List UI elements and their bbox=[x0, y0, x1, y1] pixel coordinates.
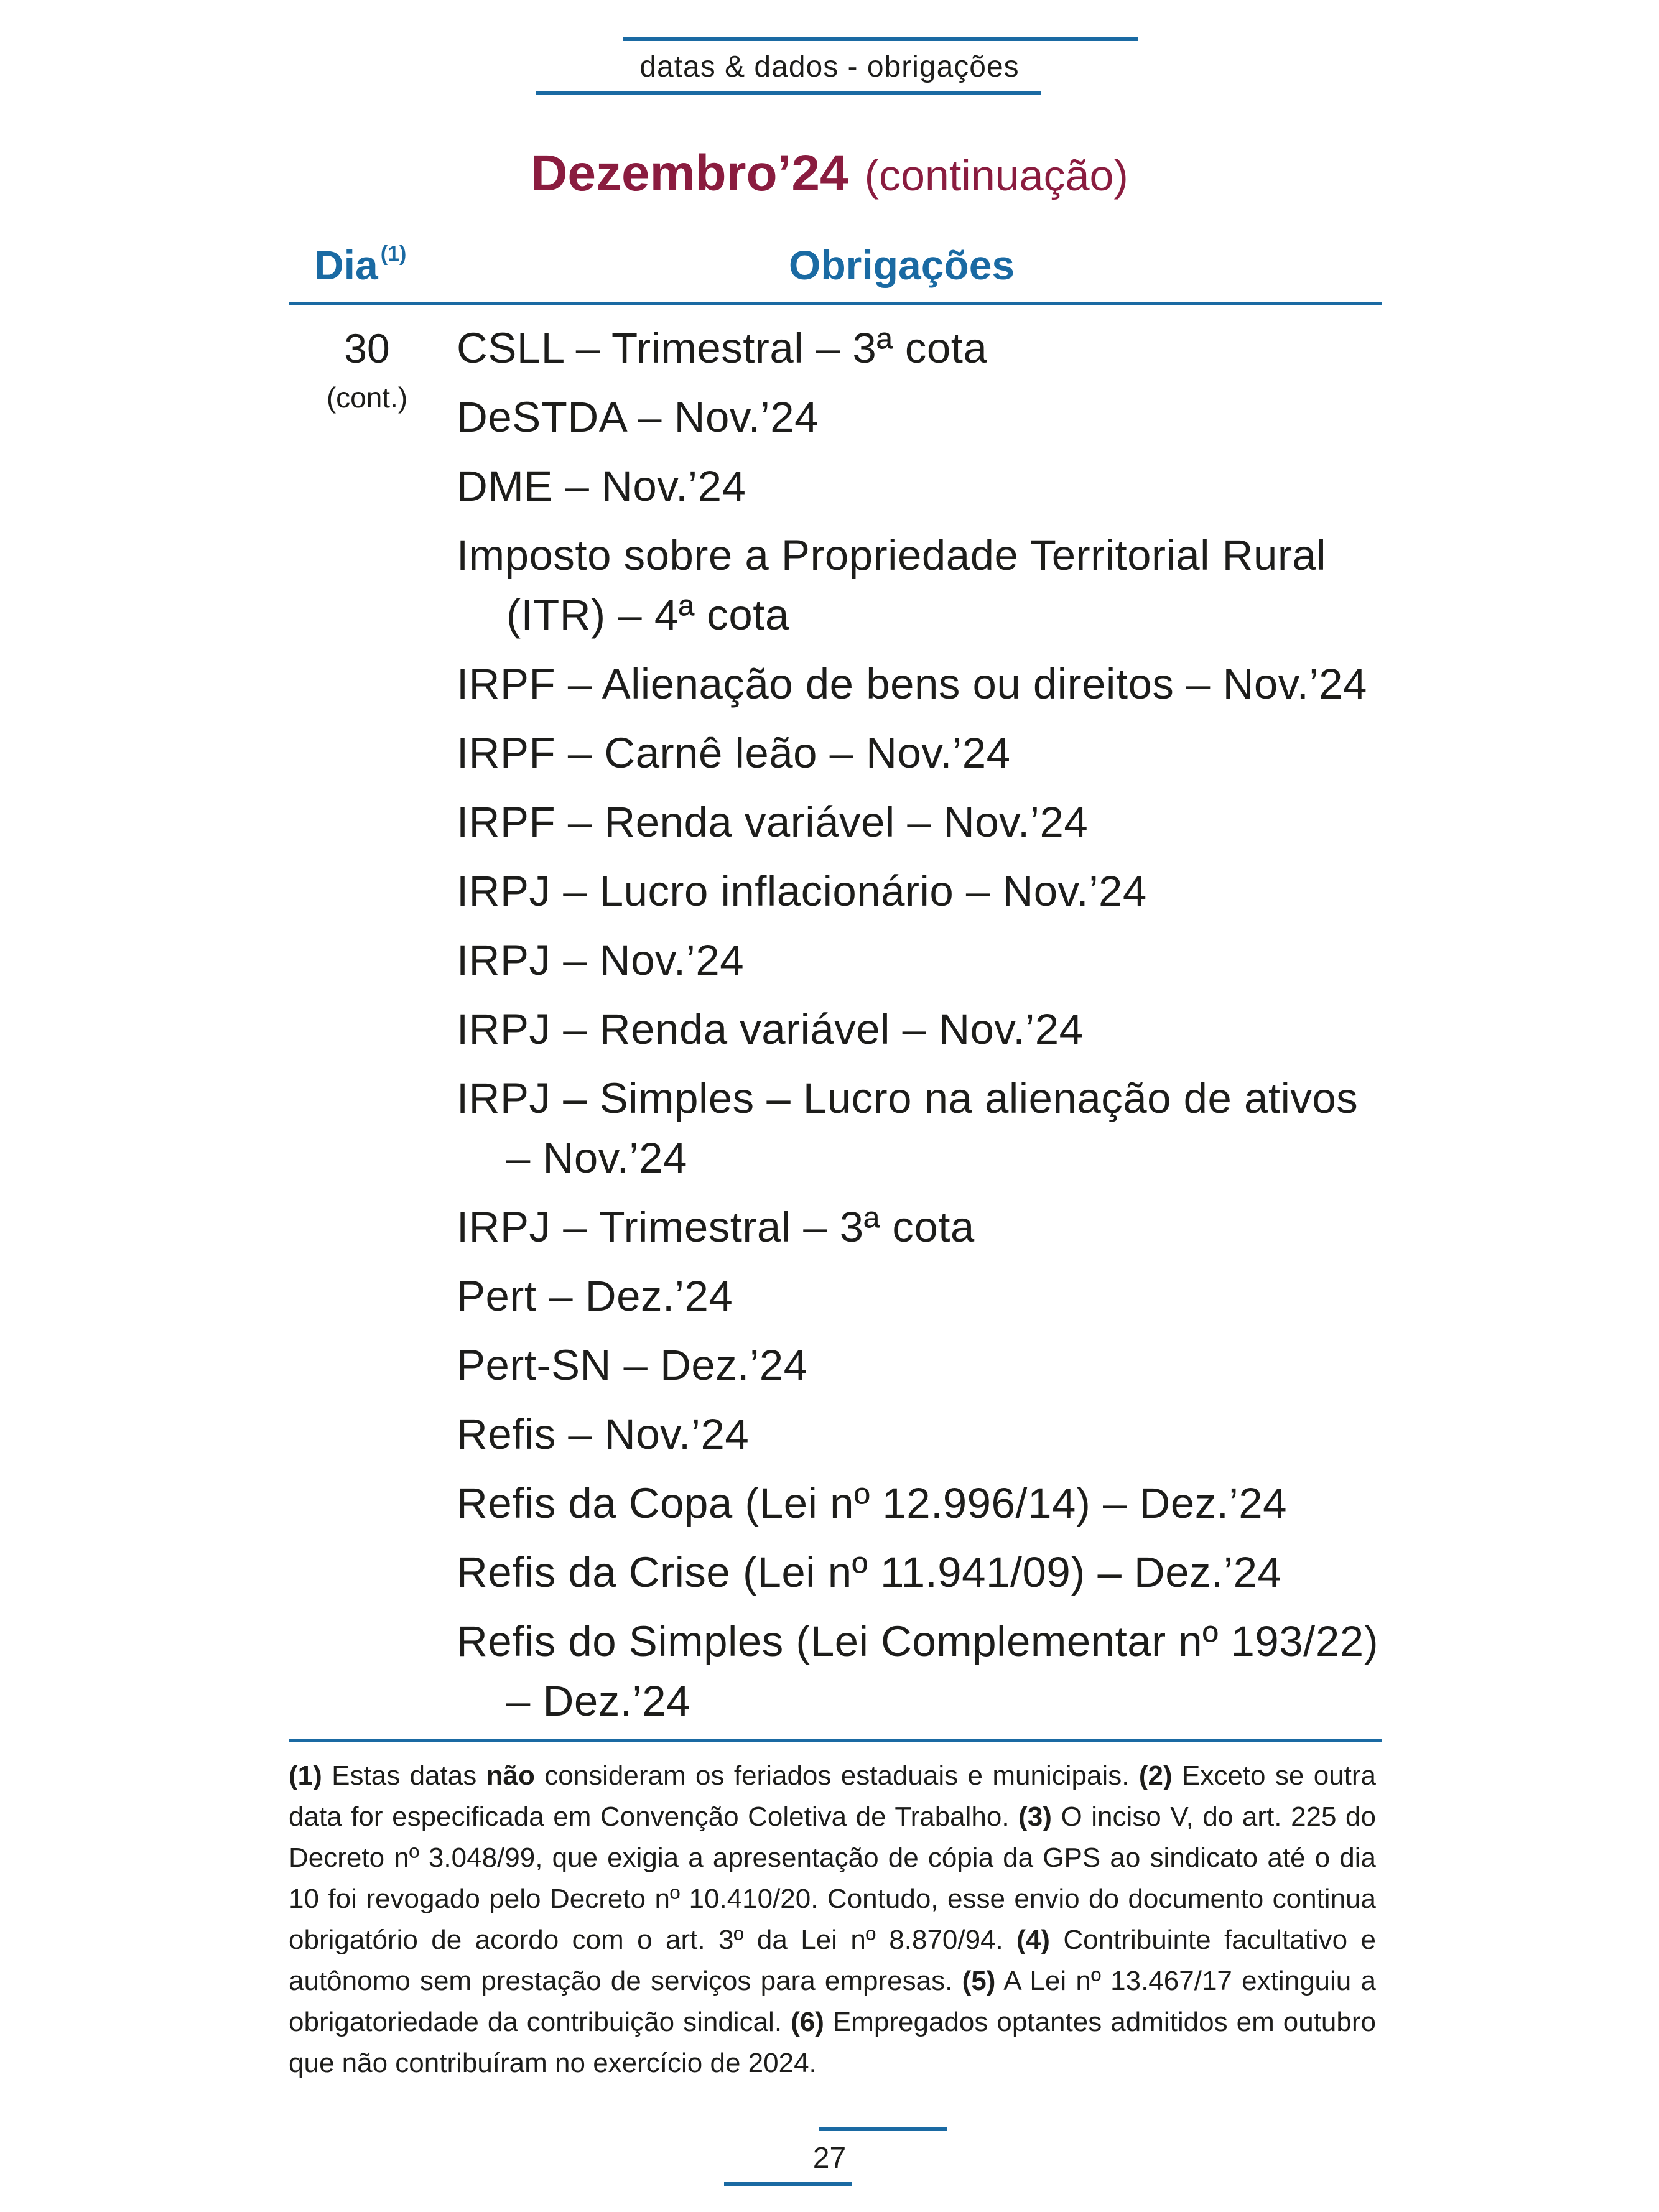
footnote-2-label: (2) bbox=[1138, 1760, 1173, 1791]
obligation-item: Refis – Nov.’24 bbox=[457, 1410, 750, 1458]
obligation-item: IRPF – Renda variável – Nov.’24 bbox=[457, 798, 1089, 846]
obligation-item: IRPJ – Trimestral – 3ª cota bbox=[457, 1203, 975, 1251]
page-number-rule-bottom bbox=[724, 2182, 852, 2186]
footnote-4-text: Contribuinte facultativo e autônomo sem prestação de serviços para empresas. bbox=[289, 1925, 1376, 1996]
footnotes-rule bbox=[289, 1739, 1382, 1742]
obligation-item: IRPJ – Simples – Lucro na alienação de ativos – Nov.’24 bbox=[457, 1074, 1359, 1182]
footnote-6-text: Empregados optantes admitidos em outubro que não contribuíram no exercício de 2024. bbox=[289, 2007, 1376, 2078]
header-rule-bottom bbox=[536, 91, 1041, 95]
footnote-3-text: O inciso V, do art. 225 do Decreto nº 3.048/99, que exigia a apresentação de cópia da GPS ao sindicato até o dia 10 foi revogado pelo Decreto nº 10.410/20. Contudo, esse envio do documento continua obrigatório de acordo com o art. 3º da Lei nº 8.870/94. bbox=[289, 1801, 1376, 1955]
footnote-1-text-b: consideram os feriados estaduais e municipais. bbox=[534, 1760, 1139, 1791]
obligation-item: Refis da Copa (Lei nº 12.996/14) – Dez.’24 bbox=[457, 1479, 1287, 1527]
obligation-item: Refis da Crise (Lei nº 11.941/09) – Dez.’24 bbox=[457, 1548, 1282, 1596]
page-number-rule-top bbox=[819, 2127, 947, 2131]
footnote-2-text: Exceto se outra data for especificada em Convenção Coletiva de Trabalho. bbox=[289, 1760, 1376, 1832]
column-header-day-note: (1) bbox=[380, 242, 407, 266]
obligation-item: CSLL – Trimestral – 3ª cota bbox=[457, 324, 988, 372]
obligation-item: IRPF – Alienação de bens ou direitos – Nov.’24 bbox=[457, 660, 1367, 708]
header-rule-top bbox=[623, 37, 1138, 41]
column-header-obligations: Obrigações bbox=[789, 242, 1015, 288]
footnote-1-emphasis: não bbox=[486, 1760, 535, 1791]
title-continuation: (continuação) bbox=[864, 151, 1128, 200]
day-continued-label: (cont.) bbox=[326, 381, 408, 414]
footnotes bbox=[289, 1755, 1376, 2084]
footnote-4-label: (4) bbox=[1016, 1925, 1050, 1955]
obligation-item: IRPJ – Nov.’24 bbox=[457, 936, 745, 984]
title-month: Dezembro’24 bbox=[531, 145, 848, 202]
footnote-5-text: A Lei nº 13.467/17 extinguiu a obrigatoriedade da contribuição sindical. bbox=[289, 1966, 1376, 2037]
obligation-item: IRPJ – Renda variável – Nov.’24 bbox=[457, 1005, 1084, 1053]
footnote-1-text-a: Estas datas bbox=[322, 1760, 486, 1791]
obligation-item: Pert-SN – Dez.’24 bbox=[457, 1341, 808, 1389]
footnote-6-label: (6) bbox=[791, 2007, 824, 2037]
running-head: datas & dados - obrigações bbox=[639, 50, 1020, 83]
column-header-day-label: Dia bbox=[314, 242, 378, 288]
page-number: 27 bbox=[812, 2142, 847, 2175]
column-header-day bbox=[314, 241, 406, 289]
obligation-item: IRPJ – Lucro inflacionário – Nov.’24 bbox=[457, 867, 1147, 915]
obligation-item: Imposto sobre a Propriedade Territorial Rural (ITR) – 4ª cota bbox=[457, 531, 1327, 639]
day-number: 30 bbox=[344, 325, 390, 371]
footnote-5-label: (5) bbox=[962, 1966, 996, 1996]
obligation-item: DME – Nov.’24 bbox=[457, 462, 746, 510]
obligation-item: IRPF – Carnê leão – Nov.’24 bbox=[457, 729, 1011, 777]
table-header-rule bbox=[289, 302, 1382, 305]
obligations-list bbox=[457, 318, 1390, 1740]
obligation-item: Pert – Dez.’24 bbox=[457, 1272, 733, 1320]
obligation-item: DeSTDA – Nov.’24 bbox=[457, 393, 819, 441]
footnote-3-label: (3) bbox=[1018, 1801, 1052, 1832]
footnote-1-label: (1) bbox=[289, 1760, 322, 1791]
obligation-item: Refis do Simples (Lei Complementar nº 193/22) – Dez.’24 bbox=[457, 1617, 1379, 1725]
page-title bbox=[0, 144, 1659, 203]
